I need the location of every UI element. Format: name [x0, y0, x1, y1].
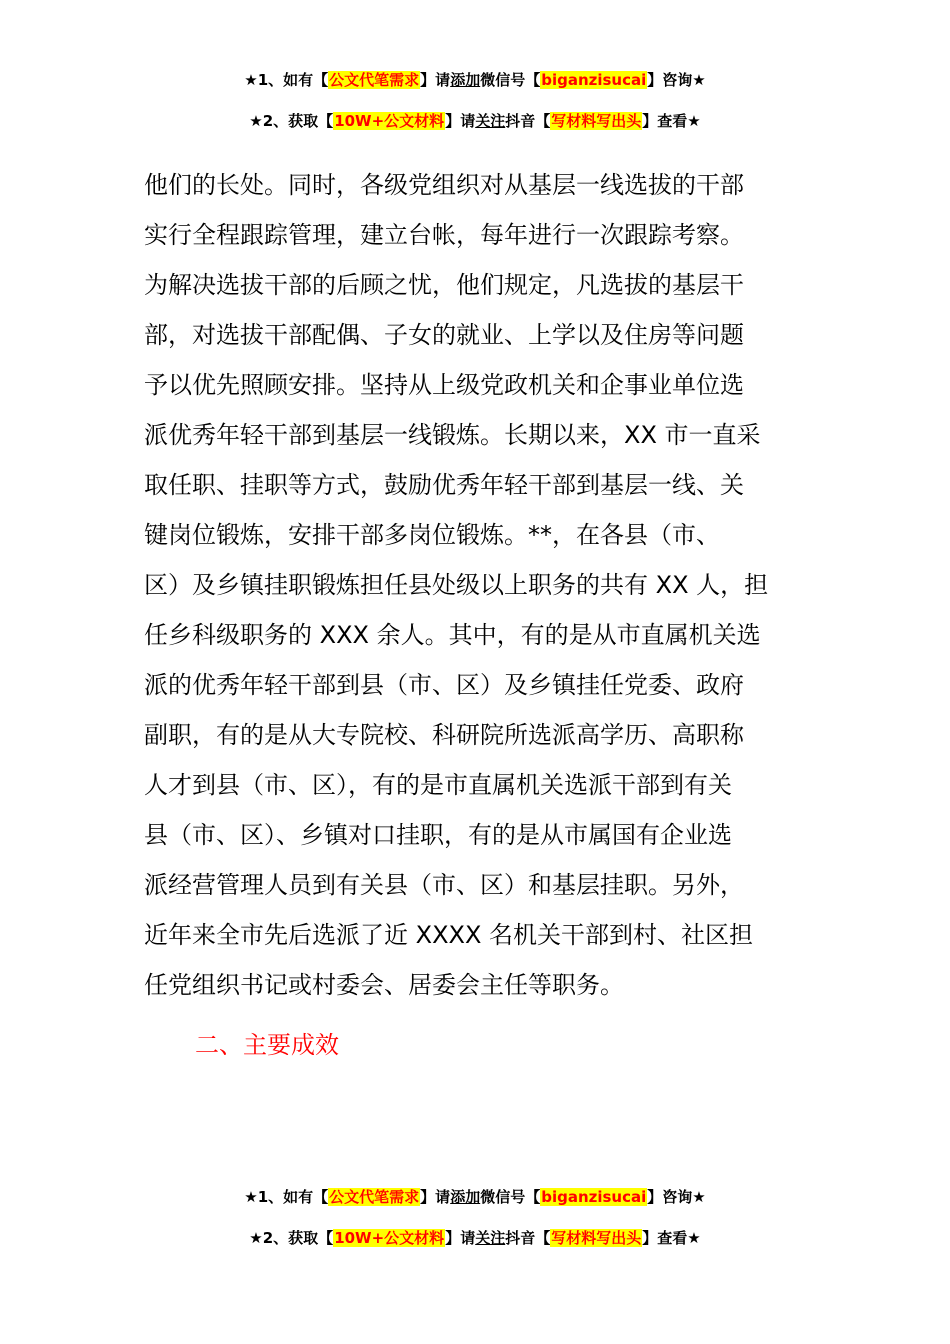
paragraph-line: 予以优先照顾安排。坚持从上级党政机关和企事业单位选 [144, 371, 744, 399]
banner-text: ★2、获取【 [249, 112, 334, 130]
banner-line-1 [0, 1187, 950, 1207]
banner-underlined-text: 添加 [450, 1188, 481, 1206]
paragraph-line: 派经营管理人员到有关县（市、区）和基层挂职。另外， [144, 871, 744, 899]
section-heading: 二、主要成效 [195, 1031, 339, 1059]
banner-text: 微信号【 [480, 71, 541, 89]
banner-text: 】查看★ [642, 112, 701, 130]
paragraph-line: 副职，有的是从大专院校、科研院所选派高学历、高职称 [144, 721, 744, 749]
banner-line-2 [0, 1228, 950, 1248]
banner-text: 】请 [420, 1188, 451, 1206]
banner-text: 抖音【 [505, 112, 551, 130]
paragraph-line: 任乡科级职务的 XXX 余人。其中，有的是从市直属机关选 [144, 621, 761, 649]
paragraph-line: 键岗位锻炼，安排干部多岗位锻炼。**，在各县（市、 [144, 521, 720, 549]
banner-text: 】查看★ [642, 1229, 701, 1247]
paragraph-line: 实行全程跟踪管理，建立台帐，每年进行一次跟踪考察。 [144, 221, 744, 249]
douyin-id-highlight: 写材料写出头 [551, 1229, 642, 1247]
paragraph-line: 县（市、区）、乡镇对口挂职，有的是从市属国有企业选 [144, 821, 732, 849]
banner-text: 】咨询★ [647, 1188, 706, 1206]
paragraph-line: 他们的长处。同时，各级党组织对从基层一线选拔的干部 [144, 171, 744, 199]
banner-text: ★1、如有【 [244, 1188, 329, 1206]
wechat-id-highlight: biganzisucai [541, 1188, 647, 1206]
paragraph-line: 为解决选拔干部的后顾之忧，他们规定，凡选拔的基层干 [144, 271, 744, 299]
banner-text: 微信号【 [480, 1188, 541, 1206]
paragraph-line: 任党组织书记或村委会、居委会主任等职务。 [144, 971, 624, 999]
banner-text: 】请 [445, 112, 476, 130]
banner-highlight: 10W+公文材料 [334, 1229, 445, 1247]
banner-highlight: 10W+公文材料 [334, 112, 445, 130]
banner-text: 抖音【 [505, 1229, 551, 1247]
paragraph-line: 部，对选拔干部配偶、子女的就业、上学以及住房等问题 [144, 321, 744, 349]
paragraph-line: 区）及乡镇挂职锻炼担任县处级以上职务的共有 XX 人，担 [144, 571, 769, 599]
banner-underlined-text: 关注 [475, 1229, 506, 1247]
banner-text: ★2、获取【 [249, 1229, 334, 1247]
banner-highlight: 公文代笔需求 [329, 1188, 420, 1206]
body-paragraph [144, 160, 824, 1010]
paragraph-line: 近年来全市先后选派了近 XXXX 名机关干部到村、社区担 [144, 921, 754, 949]
footer-banner [0, 1187, 950, 1248]
banner-underlined-text: 添加 [450, 71, 481, 89]
banner-line-2 [0, 111, 950, 131]
banner-text: 】咨询★ [647, 71, 706, 89]
banner-text: 】请 [445, 1229, 476, 1247]
paragraph-line: 人才到县（市、区），有的是市直属机关选派干部到有关 [144, 771, 732, 799]
banner-underlined-text: 关注 [475, 112, 506, 130]
wechat-id-highlight: biganzisucai [541, 71, 647, 89]
paragraph-line: 派的优秀年轻干部到县（市、区）及乡镇挂任党委、政府 [144, 671, 744, 699]
banner-highlight: 公文代笔需求 [329, 71, 420, 89]
douyin-id-highlight: 写材料写出头 [551, 112, 642, 130]
header-banner [0, 70, 950, 131]
banner-line-1 [0, 70, 950, 90]
paragraph-line: 派优秀年轻干部到基层一线锻炼。长期以来，XX 市一直采 [144, 421, 761, 449]
banner-text: ★1、如有【 [244, 71, 329, 89]
paragraph-line: 取任职、挂职等方式，鼓励优秀年轻干部到基层一线、关 [144, 471, 744, 499]
banner-text: 】请 [420, 71, 451, 89]
